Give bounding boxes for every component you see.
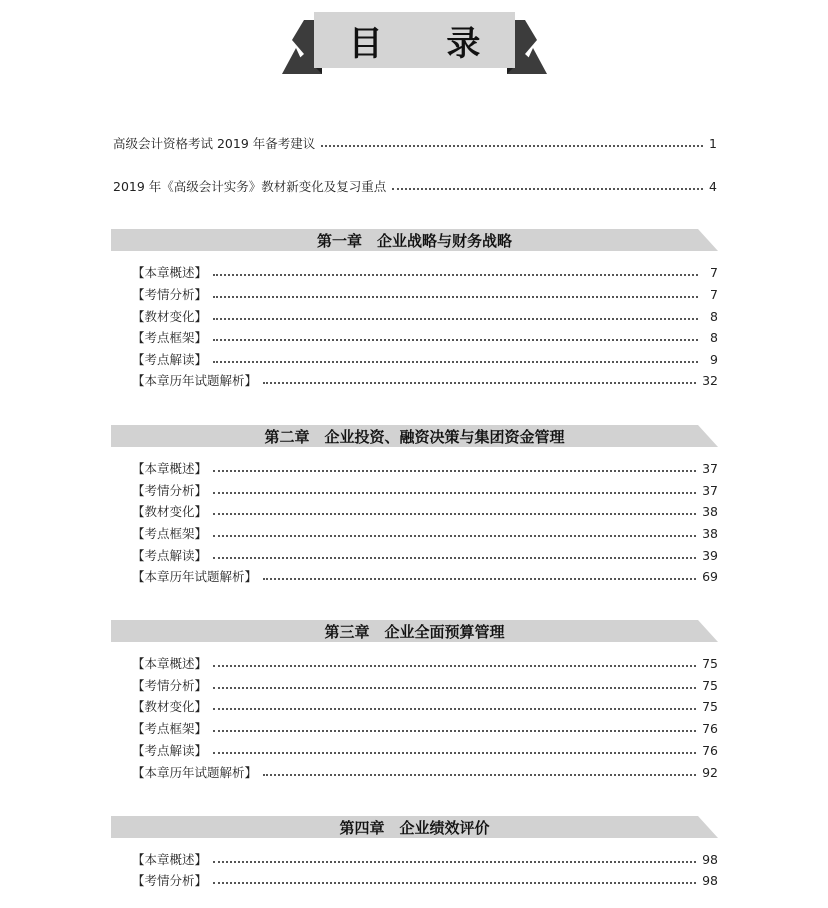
page-title: 目 录: [348, 23, 507, 64]
toc-entry[interactable]: [132, 285, 718, 303]
toc-entry[interactable]: [132, 567, 718, 585]
entry-page: 76: [702, 720, 718, 736]
chapter-title: 第一章 企业战略与财务战略: [316, 231, 512, 250]
toc-intro-entry[interactable]: [113, 134, 717, 152]
entry-label: 【考情分析】: [132, 287, 208, 302]
toc-entry[interactable]: [132, 459, 718, 477]
entry-label: 高级会计资格考试 2019 年备考建议: [113, 136, 316, 151]
leader-dots: [263, 382, 696, 384]
entry-page: 8: [710, 329, 718, 345]
entry-label: 【考点解读】: [132, 352, 208, 367]
entry-page: 37: [702, 482, 718, 498]
toc-entry[interactable]: [132, 763, 718, 781]
entry-page: 37: [702, 460, 718, 476]
leader-dots: [213, 361, 698, 363]
entry-page: 75: [702, 698, 718, 714]
leader-dots: [392, 188, 703, 190]
entry-page: 8: [710, 308, 718, 324]
chapter-header[interactable]: [111, 425, 718, 447]
leader-dots: [213, 492, 696, 494]
entry-page: 9: [710, 351, 718, 367]
leader-dots: [213, 470, 696, 472]
entry-label: 【本章概述】: [132, 461, 208, 476]
toc-entry[interactable]: [132, 850, 718, 868]
toc-entry[interactable]: [132, 741, 718, 759]
toc-entry[interactable]: [132, 676, 718, 694]
entry-label: 【考点解读】: [132, 743, 208, 758]
chapter-header[interactable]: [111, 620, 718, 642]
entry-page: 38: [702, 525, 718, 541]
entry-label: 【本章历年试题解析】: [132, 569, 258, 584]
entry-label: 【教材变化】: [132, 309, 208, 324]
leader-dots: [213, 513, 696, 515]
toc-intro-entry[interactable]: [113, 177, 717, 195]
entry-label: 【考点框架】: [132, 526, 208, 541]
leader-dots: [213, 687, 696, 689]
entry-page: 38: [702, 503, 718, 519]
entry-page: 1: [709, 135, 717, 151]
toc-entry[interactable]: [132, 502, 718, 520]
entry-page: 4: [709, 178, 717, 194]
leader-dots: [213, 274, 698, 276]
entry-label: 【考点框架】: [132, 330, 208, 345]
leader-dots: [213, 752, 696, 754]
chapter-header[interactable]: [111, 229, 718, 251]
chapter-header[interactable]: [111, 816, 718, 838]
toc-entry[interactable]: [132, 481, 718, 499]
entry-label: 【本章概述】: [132, 852, 208, 867]
leader-dots: [213, 339, 698, 341]
toc-entry[interactable]: [132, 328, 718, 346]
entry-page: 7: [710, 286, 718, 302]
toc-entry[interactable]: [132, 697, 718, 715]
entry-page: 92: [702, 764, 718, 780]
entry-label: 【本章历年试题解析】: [132, 373, 258, 388]
chapter-title: 第四章 企业绩效评价: [339, 818, 490, 837]
entry-page: 98: [702, 851, 718, 867]
entry-label: 【教材变化】: [132, 504, 208, 519]
entry-page: 32: [702, 372, 718, 388]
leader-dots: [213, 665, 696, 667]
toc-entry[interactable]: [132, 371, 718, 389]
leader-dots: [213, 708, 696, 710]
entry-label: 【考点框架】: [132, 721, 208, 736]
toc-entry[interactable]: [132, 719, 718, 737]
entry-label: 【本章概述】: [132, 265, 208, 280]
leader-dots: [213, 296, 698, 298]
leader-dots: [213, 318, 698, 320]
entry-label: 【教材变化】: [132, 699, 208, 714]
leader-dots: [213, 535, 696, 537]
entry-label: 【考情分析】: [132, 678, 208, 693]
entry-page: 76: [702, 742, 718, 758]
entry-page: 7: [710, 264, 718, 280]
entry-label: 【考情分析】: [132, 483, 208, 498]
leader-dots: [321, 145, 703, 147]
toc-entry[interactable]: [132, 307, 718, 325]
toc-entry[interactable]: [132, 654, 718, 672]
entry-label: 【本章概述】: [132, 656, 208, 671]
leader-dots: [213, 557, 696, 559]
entry-page: 39: [702, 547, 718, 563]
leader-dots: [263, 578, 696, 580]
entry-page: 69: [702, 568, 718, 584]
chapter-title: 第三章 企业全面预算管理: [324, 622, 505, 641]
toc-entry[interactable]: [132, 263, 718, 281]
leader-dots: [213, 861, 696, 863]
toc-entry[interactable]: [132, 524, 718, 542]
leader-dots: [263, 774, 696, 776]
entry-page: 98: [702, 872, 718, 888]
entry-page: 75: [702, 655, 718, 671]
leader-dots: [213, 882, 696, 884]
entry-label: 2019 年《高级会计实务》教材新变化及复习重点: [113, 179, 387, 194]
chapter-title: 第二章 企业投资、融资决策与集团资金管理: [264, 427, 565, 446]
toc-entry[interactable]: [132, 350, 718, 368]
entry-label: 【考点解读】: [132, 548, 208, 563]
entry-label: 【本章历年试题解析】: [132, 765, 258, 780]
toc-entry[interactable]: [132, 871, 718, 889]
toc-banner: [282, 10, 547, 78]
toc-entry[interactable]: [132, 546, 718, 564]
leader-dots: [213, 730, 696, 732]
entry-label: 【考情分析】: [132, 873, 208, 888]
entry-page: 75: [702, 677, 718, 693]
